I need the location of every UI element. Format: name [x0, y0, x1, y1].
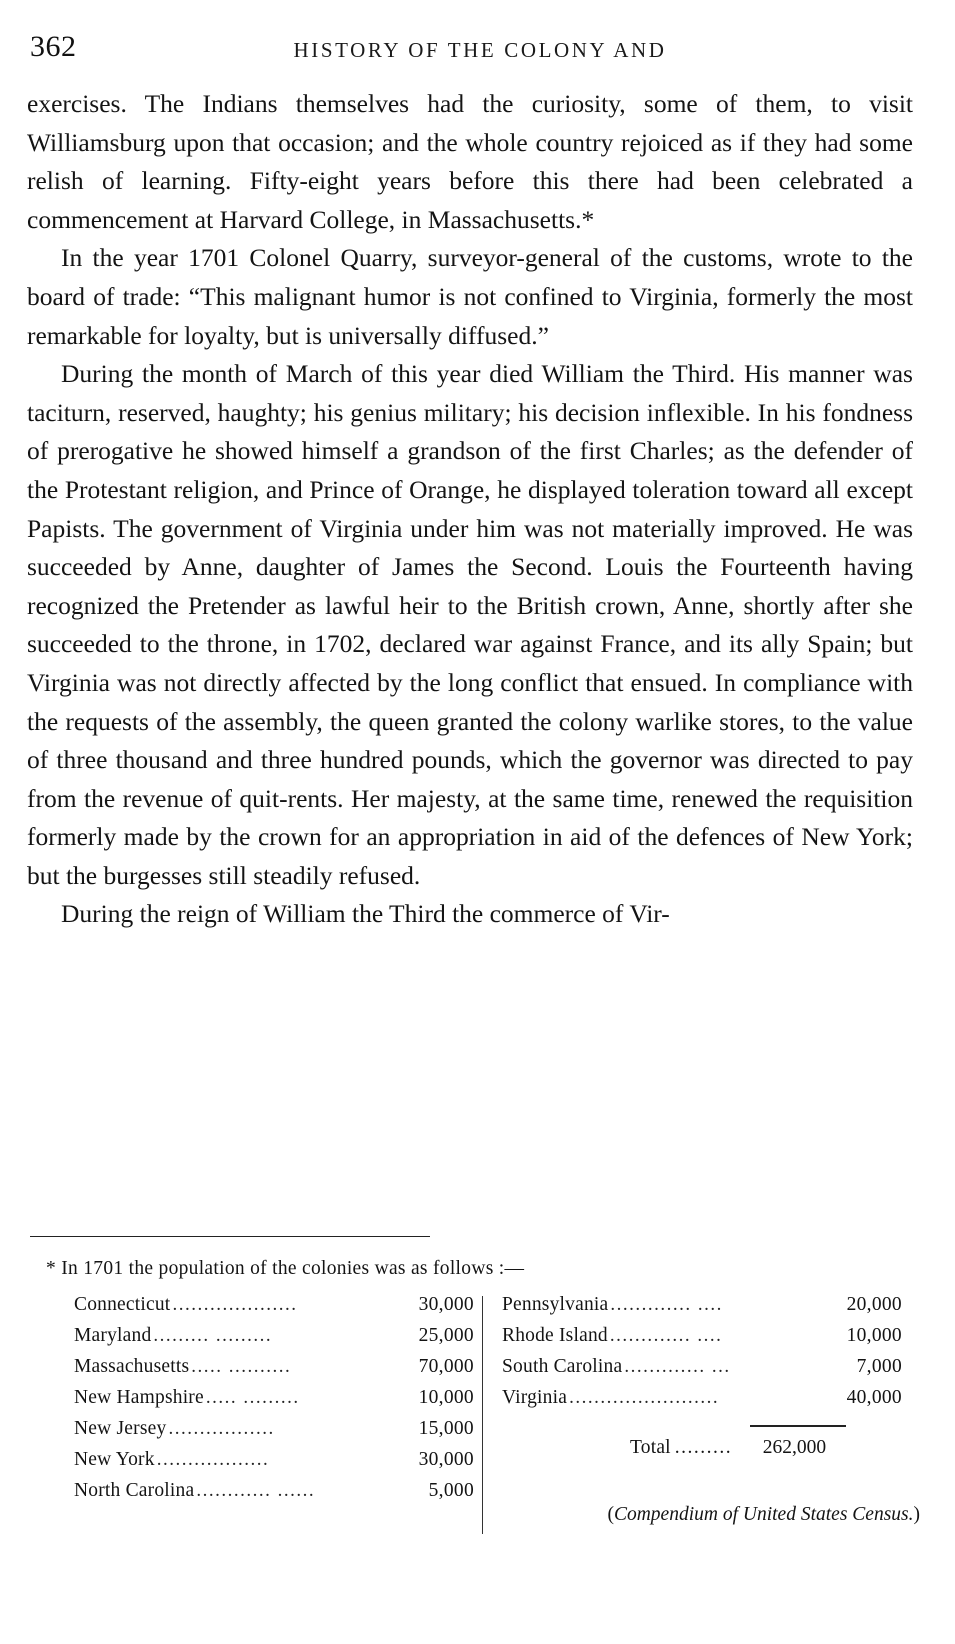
page-number: 362 [30, 30, 77, 63]
running-head: HISTORY OF THE COLONY AND [293, 38, 667, 62]
source-title: Compendium of United States Census. [613, 1504, 914, 1525]
table-row [74, 1449, 474, 1480]
table-row [74, 1325, 474, 1356]
paragraph: During the month of March of this year died William the Third. His manner was taciturn, reserved, haughty; his genius military; his decision inflexible. In his fondness of prerogative he showed himself a grandson of the first Charles; as the defender of the Protestant religion, and Prince of Orange, he displayed toleration toward all except Papists. The government of Virginia under him was not materially improved. He was succeeded by Anne, daughter of James the Second. Louis the Fourteenth having recognized the Pretender as lawful heir to the British crown, Anne, shortly after she succeeded to the throne, in 1702, declared war against France, and its ally Spain; but Virginia was not directly affected by the long conflict that ensued. In compliance with the requests of the assembly, the queen granted the colony warlike stores, to the value of three thousand and three hundred pounds, which the governor was directed to pay from the revenue of quit-rents. Her majesty, at the same time, renewed the requisition formerly made by the crown for an appropriation in aid of the defences of New York; but the burgesses still steadily refused. [27, 359, 913, 890]
colony-name: Maryland [74, 1325, 152, 1346]
leader-dots: ................. [168, 1418, 275, 1439]
leader-dots: ............ ...... [196, 1480, 316, 1501]
colony-name: Rhode Island [502, 1325, 608, 1346]
population-value: 10,000 [418, 1387, 474, 1408]
leader-dots: ..... .......... [191, 1356, 292, 1377]
total-rule [750, 1425, 846, 1427]
population-value: 25,000 [418, 1325, 474, 1346]
population-table [30, 1294, 920, 1549]
population-value: 7,000 [856, 1356, 902, 1377]
total-label: Total [630, 1437, 671, 1458]
leader-dots: ..... ......... [205, 1387, 300, 1408]
leader-dots: ............. ... [624, 1356, 731, 1377]
population-value: 30,000 [418, 1294, 474, 1315]
colony-name: Massachusetts [74, 1356, 190, 1377]
colony-name: Connecticut [74, 1294, 171, 1315]
population-value: 20,000 [846, 1294, 902, 1315]
population-column-right [502, 1294, 902, 1418]
table-row [502, 1325, 902, 1356]
population-value: 5,000 [428, 1480, 474, 1501]
colony-name: New York [74, 1449, 155, 1470]
population-value: 40,000 [846, 1387, 902, 1408]
footnote-lead-text: * In 1701 the population of the colonies was as follows :— [46, 1258, 525, 1279]
population-value: 70,000 [418, 1356, 474, 1377]
table-row [74, 1294, 474, 1325]
table-row [502, 1294, 902, 1325]
leader-dots: ............. .... [610, 1294, 723, 1315]
colony-name: New Hampshire [74, 1387, 204, 1408]
table-row [74, 1418, 474, 1449]
total-row [630, 1437, 826, 1459]
footnote [30, 1258, 920, 1549]
colony-name: Virginia [502, 1387, 568, 1408]
table-row [502, 1356, 902, 1387]
population-column-left [74, 1294, 474, 1511]
table-row [74, 1356, 474, 1387]
colony-name: South Carolina [502, 1356, 623, 1377]
paragraph: exercises. The Indians themselves had the curiosity, some of them, to visit Williamsburg upon that occasion; and the whole country rejoiced as if they had some relish of learning. Fifty-eight years before this there had been celebrated a commencement at Harvard College, in Massachusetts.* [27, 89, 913, 234]
footnote-separator [30, 1236, 430, 1237]
population-value: 30,000 [418, 1449, 474, 1470]
body-text [27, 85, 913, 934]
colony-name: Pennsylvania [502, 1294, 609, 1315]
population-value: 15,000 [418, 1418, 474, 1439]
leader-dots: ............. .... [609, 1325, 723, 1346]
table-row [74, 1387, 474, 1418]
leader-dots: .................. [156, 1449, 270, 1470]
page-header [0, 18, 955, 63]
column-divider [482, 1296, 483, 1534]
leader-dots: ......... ......... [153, 1325, 273, 1346]
leader-dots: ........................ [569, 1387, 720, 1408]
source-citation: (Compendium of United States Census.) [607, 1504, 920, 1525]
total-value: 262,000 [762, 1437, 827, 1458]
paragraph: During the reign of William the Third the commerce of Vir- [61, 899, 670, 929]
table-row [502, 1387, 902, 1418]
leader-dots: .................... [172, 1294, 298, 1315]
colony-name: North Carolina [74, 1480, 195, 1501]
colony-name: New Jersey [74, 1418, 167, 1439]
population-value: 10,000 [846, 1325, 902, 1346]
paragraph: In the year 1701 Colonel Quarry, surveyor-general of the customs, wrote to the board of trade: “This malignant humor is not confined to Virginia, formerly the most remarkable for loyalty, but is universally diffused.” [27, 243, 913, 350]
leader-dots: ......... [674, 1437, 733, 1458]
table-row [74, 1480, 474, 1511]
